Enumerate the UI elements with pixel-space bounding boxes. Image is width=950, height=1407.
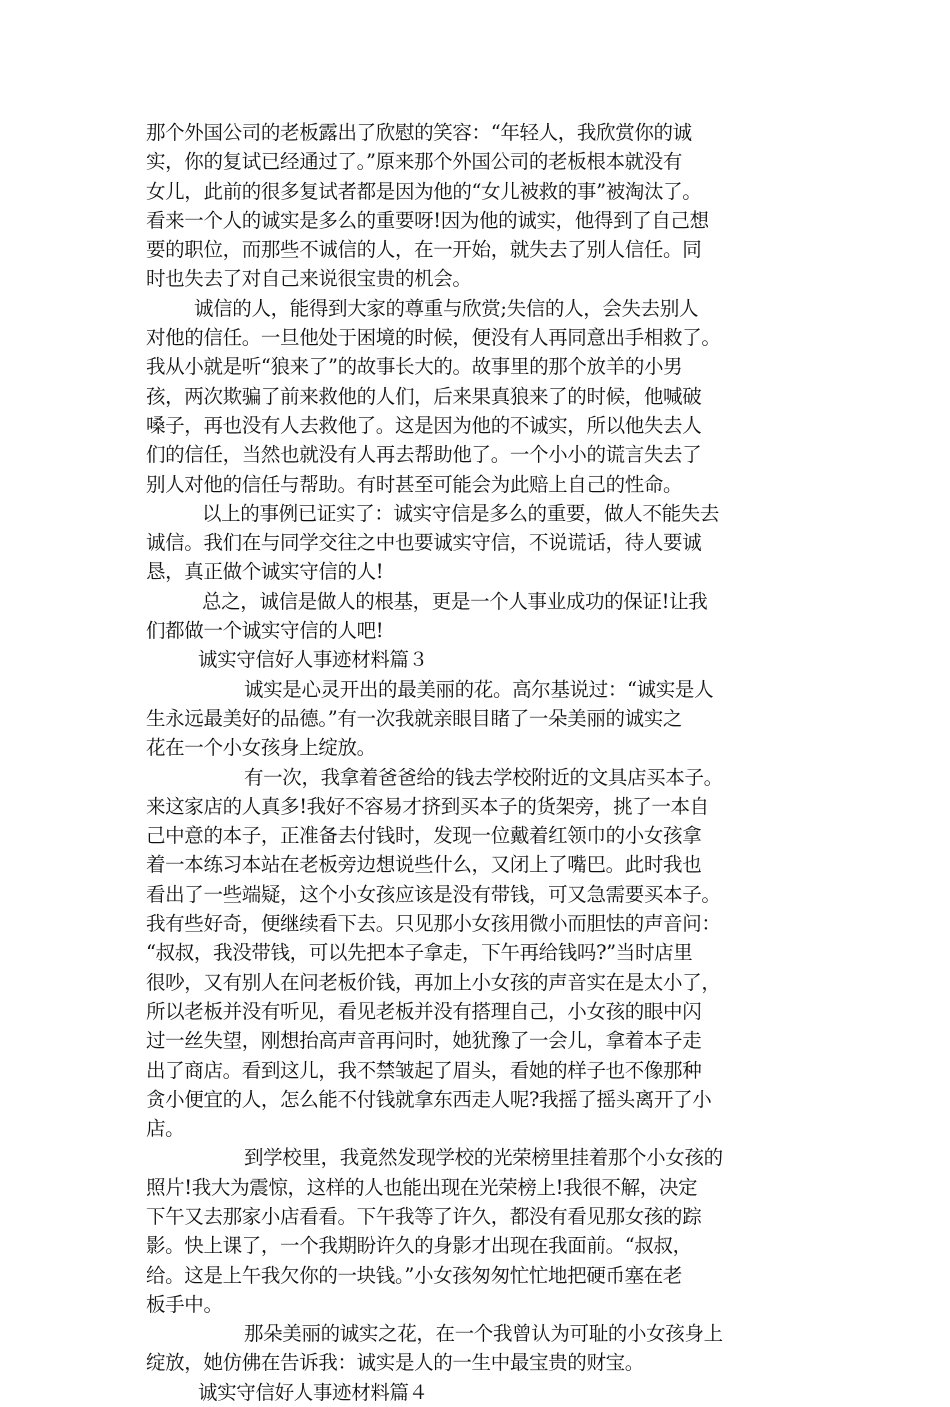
text-line: 我从小就是听“狼来了”的故事长大的。故事里的那个放羊的小男: [146, 355, 683, 379]
text-line: 照片!我大为震惊，这样的人也能出现在光荣榜上!我很不解，决定: [146, 1175, 698, 1199]
text-line: 贪小便宜的人，怎么能不付钱就拿东西走人呢?我摇了摇头离开了小: [146, 1087, 712, 1111]
text-line: 很吵，又有别人在问老板价钱，再加上小女孩的声音实在是太小了，: [146, 970, 721, 994]
text-line: 花在一个小女孩身上绽放。: [146, 736, 376, 760]
text-line: 别人对他的信任与帮助。有时甚至可能会为此赔上自己的性命。: [146, 472, 683, 496]
text-line: 恳，真正做个诚实守信的人!: [146, 560, 384, 584]
text-line: 看出了一些端疑，这个小女孩应该是没有带钱，可又急需要买本子。: [146, 882, 721, 906]
text-line: 来这家店的人真多!我好不容易才挤到买本子的货架旁，挑了一本自: [146, 794, 709, 818]
text-line: 看来一个人的诚实是多么的重要呀!因为他的诚实，他得到了自己想: [146, 208, 709, 232]
text-line: 嗓子，再也没有人去救他了。这是因为他的不诚实，所以他失去人: [146, 413, 702, 437]
text-line: 影。快上课了，一个我期盼许久的身影才出现在我面前。“叔叔，: [146, 1234, 692, 1258]
section-heading: 诚实守信好人事迹材料篇３: [198, 648, 428, 672]
text-line: 们都做一个诚实守信的人吧!: [146, 619, 384, 643]
text-line: 诚信。我们在与同学交往之中也要诚实守信，不说谎话，待人要诚: [146, 531, 702, 555]
text-line: 绽放，她仿佛在告诉我：诚实是人的一生中最宝贵的财宝。: [146, 1351, 644, 1375]
text-line: 要的职位，而那些不诚信的人，在一开始，就失去了别人信任。同: [146, 238, 702, 262]
text-line: “叔叔，我没带钱，可以先把本子拿走，下午再给钱吗?”当时店里: [146, 941, 693, 965]
text-line: 我有些好奇，便继续看下去。只见那小女孩用微小而胆怯的声音问：: [146, 912, 721, 936]
paragraph-first-line: 总之，诚信是做人的根基，更是一个人事业成功的保证!让我: [202, 589, 708, 613]
text-line: 孩，两次欺骗了前来救他的人们，后来果真狼来了的时候，他喊破: [146, 384, 702, 408]
paragraph-first-line: 有一次，我拿着爸爸给的钱去学校附近的文具店买本子。: [244, 765, 723, 789]
text-line: 生永远最美好的品德。”有一次我就亲眼目睹了一朵美丽的诚实之: [146, 706, 683, 730]
text-line: 那个外国公司的老板露出了欣慰的笑容：“年轻人，我欣赏你的诚: [146, 121, 692, 144]
text-line: 出了商店。看到这儿，我不禁皱起了眉头，看她的样子也不像那种: [146, 1058, 702, 1082]
text-line: 己中意的本子，正准备去付钱时，发现一位戴着红领巾的小女孩拿: [146, 824, 702, 848]
text-line: 对他的信任。一旦他处于困境的时候，便没有人再同意出手相救了。: [146, 326, 721, 350]
text-line: 下午又去那家小店看看。下午我等了许久，都没有看见那女孩的踪: [146, 1204, 702, 1228]
text-line: 时也失去了对自己来说很宝贵的机会。: [146, 267, 472, 291]
text-line: 过一丝失望，刚想抬高声音再问时，她犹豫了一会儿，拿着本子走: [146, 1029, 702, 1053]
text-line: 实，你的复试已经通过了。”原来那个外国公司的老板根本就没有: [146, 150, 683, 174]
document-body: [146, 118, 826, 1407]
text-line: 店。: [146, 1117, 185, 1141]
text-line: 着一本练习本站在老板旁边想说些什么，又闭上了嘴巴。此时我也: [146, 853, 702, 877]
section-heading: 诚实守信好人事迹材料篇４: [198, 1380, 428, 1404]
paragraph-first-line: 以上的事例已证实了：诚实守信是多么的重要，做人不能失去: [202, 501, 720, 525]
text-line: 所以老板并没有听见，看见老板并没有搭理自己，小女孩的眼中闪: [146, 999, 702, 1023]
text-line: 给。这是上午我欠你的一块钱。”小女孩匆匆忙忙地把硬币塞在老: [146, 1263, 683, 1287]
paragraph-first-line: 到学校里，我竟然发现学校的光荣榜里挂着那个小女孩的: [244, 1146, 723, 1170]
paragraph-first-line: 诚实是心灵开出的最美丽的花。高尔基说过：“诚实是人: [244, 677, 714, 701]
text-line: 板手中。: [146, 1292, 223, 1316]
paragraph-first-line: 诚信的人，能得到大家的尊重与欣赏;失信的人，会失去别人: [194, 296, 699, 320]
text-line: 们的信任，当然也就没有人再去帮助他了。一个小小的谎言失去了: [146, 443, 702, 467]
text-line: 女儿，此前的很多复试者都是因为他的“女儿被救的事”被淘汰了。: [146, 179, 702, 203]
paragraph-first-line: 那朵美丽的诚实之花，在一个我曾认为可耻的小女孩身上: [244, 1322, 723, 1346]
